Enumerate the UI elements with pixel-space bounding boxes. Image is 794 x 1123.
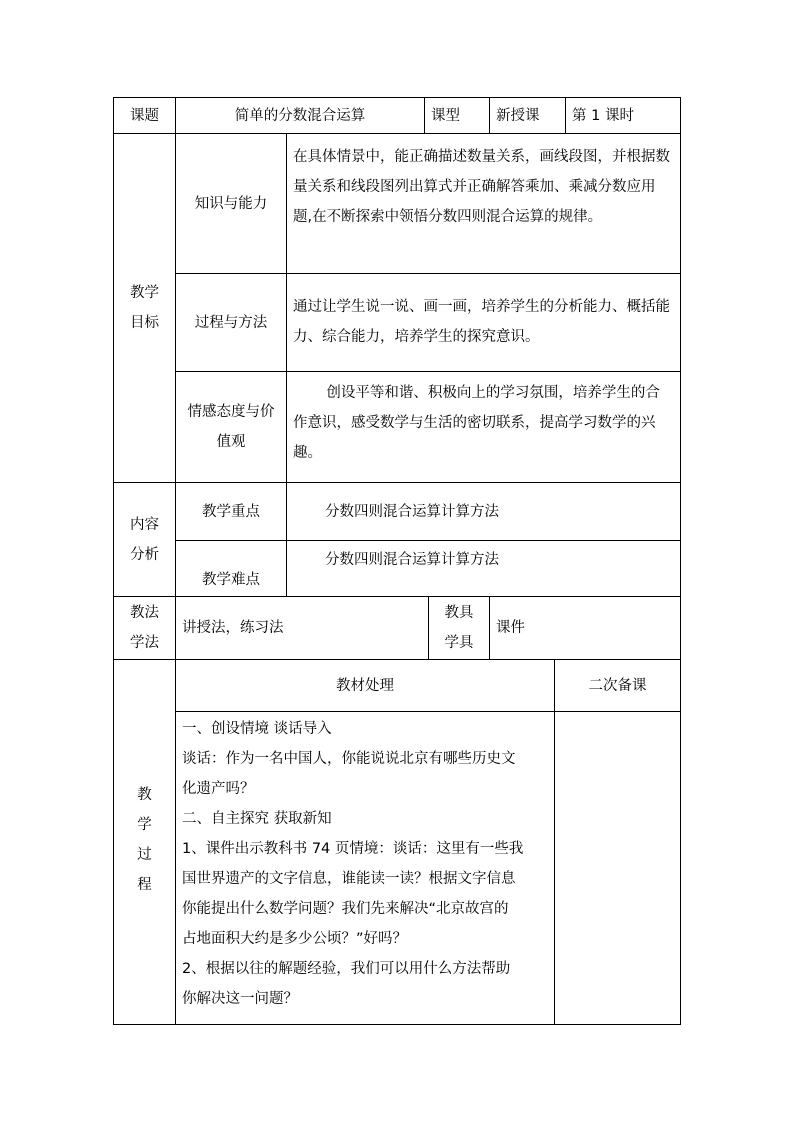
process-line: 二、自主探究 获取新知 — [182, 811, 332, 827]
knowledge-label: 知识与能力 — [175, 133, 287, 274]
methods-label-line1: 教法 — [130, 605, 159, 621]
process-label-char: 教 — [137, 787, 152, 803]
tools-label-line2: 学具 — [444, 635, 474, 651]
process-line: 国世界遗产的文字信息，谁能读一读？根据文字信息 — [182, 871, 516, 887]
second-prep-content — [554, 711, 681, 1025]
tools-label-line1: 教具 — [444, 605, 474, 621]
methods-text: 讲授法，练习法 — [175, 596, 429, 660]
process-line: 你解决这一问题？ — [182, 991, 298, 1007]
tools-label — [428, 596, 490, 660]
second-prep-header: 二次备课 — [554, 659, 681, 712]
process-method-label: 过程与方法 — [175, 273, 287, 372]
knowledge-text: 在具体情景中，能正确描述数量关系，画线段图，并根据数量关系和线段图列出算式并正确解答乘加、乘减分数应用题,在不断探索中领悟分数四则混合运算的规律。 — [286, 133, 681, 274]
process-line: 你能提出什么数学问题？我们先来解决“北京故宫的 — [182, 901, 509, 917]
analysis-label-line1: 内容 — [130, 516, 159, 533]
analysis-label-line2: 分析 — [130, 546, 159, 563]
process-label — [113, 659, 176, 1025]
process-label-char: 学 — [137, 817, 152, 833]
objectives-label-line1: 教学 — [130, 285, 159, 301]
emotion-label-line2: 值观 — [216, 434, 246, 450]
process-line: 2、根据以往的解题经验，我们可以用什么方法帮助 — [182, 961, 511, 977]
material-header: 教材处理 — [175, 659, 555, 712]
key-point-label: 教学重点 — [175, 482, 287, 541]
lesson-period: 第 1 课时 — [565, 97, 681, 134]
process-line: 1、课件出示教科书 74 页情境：谈话：这里有一些我 — [182, 841, 524, 857]
subject-label: 课题 — [113, 97, 176, 134]
process-line: 谈话：作为一名中国人，你能说说北京有哪些历史文 — [182, 751, 516, 767]
analysis-label — [113, 482, 176, 597]
emotion-text: 创设平等和谐、积极向上的学习氛围，培养学生的合作意识，感受数学与生活的密切联系，提高学习数学的兴趣。 — [286, 371, 681, 483]
process-line: 化遗产吗？ — [182, 781, 255, 797]
tools-text: 课件 — [489, 596, 681, 660]
process-line: 占地面积大约是多少公顷？”好吗？ — [182, 931, 408, 947]
process-method-text: 通过让学生说一说、画一画，培养学生的分析能力、概括能力、综合能力，培养学生的探究意识。 — [286, 273, 681, 372]
subject-value: 简单的分数混合运算 — [175, 97, 425, 134]
difficulty-label: 教学难点 — [175, 540, 287, 597]
objectives-label-line2: 目标 — [130, 315, 159, 331]
difficulty-text: 分数四则混合运算计算方法 — [286, 540, 681, 597]
methods-label — [113, 596, 176, 660]
emotion-label-line1: 情感态度与价 — [187, 404, 275, 420]
objectives-label — [113, 133, 176, 483]
emotion-label — [175, 371, 287, 483]
lesson-type-label: 课型 — [424, 97, 490, 134]
key-point-text: 分数四则混合运算计算方法 — [286, 482, 681, 541]
material-content — [175, 711, 555, 1025]
process-label-char: 过 — [137, 847, 152, 863]
process-label-char: 程 — [137, 877, 152, 893]
methods-label-line2: 学法 — [130, 635, 159, 651]
lesson-type-value: 新授课 — [489, 97, 566, 134]
process-line: 一、创设情境 谈话导入 — [182, 721, 332, 737]
